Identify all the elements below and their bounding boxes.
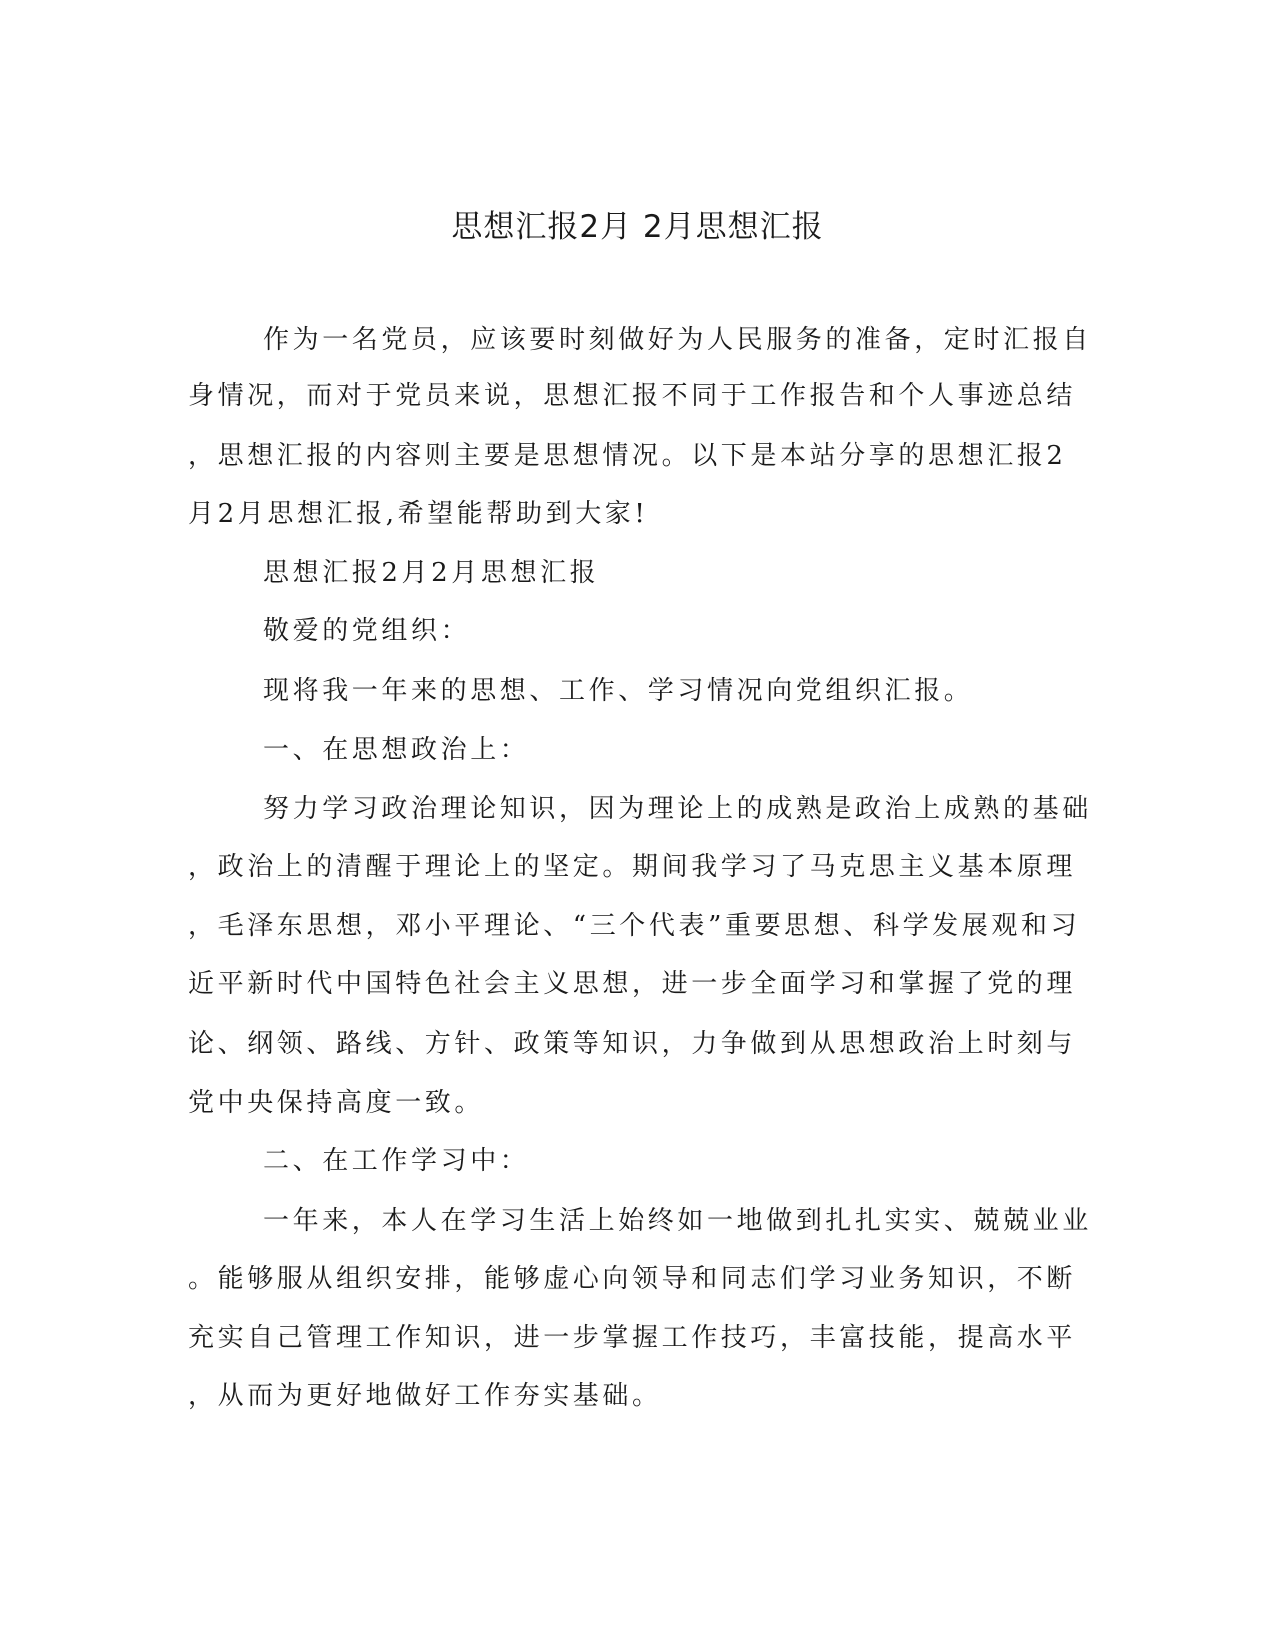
paragraph-line: 近平新时代中国特色社会主义思想，进一步全面学习和掌握了党的理 — [188, 969, 1077, 999]
paragraph-line: 党中央保持高度一致。 — [188, 1088, 485, 1118]
paragraph-line: 一年来，本人在学习生活上始终如一地做到扎扎实实、兢兢业业 — [263, 1206, 1092, 1236]
document-title: 思想汇报2月 2月思想汇报 — [451, 209, 824, 245]
paragraph-line: 。能够服从组织安排，能够虚心向领导和同志们学习业务知识，不断 — [188, 1264, 1077, 1294]
section-heading: 一、在思想政治上： — [263, 735, 530, 765]
section-heading: 二、在工作学习中： — [263, 1146, 530, 1176]
paragraph-line: 努力学习政治理论知识，因为理论上的成熟是政治上成熟的基础 — [263, 794, 1092, 824]
paragraph-line: 论、纲领、路线、方针、政策等知识，力争做到从思想政治上时刻与 — [188, 1029, 1077, 1059]
subtitle-line: 思想汇报2月2月思想汇报 — [263, 558, 600, 588]
paragraph-line: ，毛泽东思想，邓小平理论、“三个代表”重要思想、科学发展观和习 — [188, 911, 1081, 941]
paragraph-line: 月2月思想汇报,希望能帮助到大家! — [188, 499, 649, 529]
paragraph-line: 作为一名党员，应该要时刻做好为人民服务的准备，定时汇报自 — [263, 325, 1092, 355]
paragraph-line: 身情况，而对于党员来说，思想汇报不同于工作报告和个人事迹总结 — [188, 381, 1077, 411]
paragraph-line: ，政治上的清醒于理论上的坚定。期间我学习了马克思主义基本原理 — [188, 852, 1077, 882]
paragraph-line: ，从而为更好地做好工作夯实基础。 — [188, 1381, 662, 1411]
paragraph-line: ，思想汇报的内容则主要是思想情况。以下是本站分享的思想汇报2 — [188, 441, 1067, 471]
paragraph-line: 充实自己管理工作知识，进一步掌握工作技巧，丰富技能，提高水平 — [188, 1323, 1077, 1353]
paragraph-line: 现将我一年来的思想、工作、学习情况向党组织汇报。 — [263, 676, 974, 706]
salutation-line: 敬爱的党组织： — [263, 616, 471, 646]
